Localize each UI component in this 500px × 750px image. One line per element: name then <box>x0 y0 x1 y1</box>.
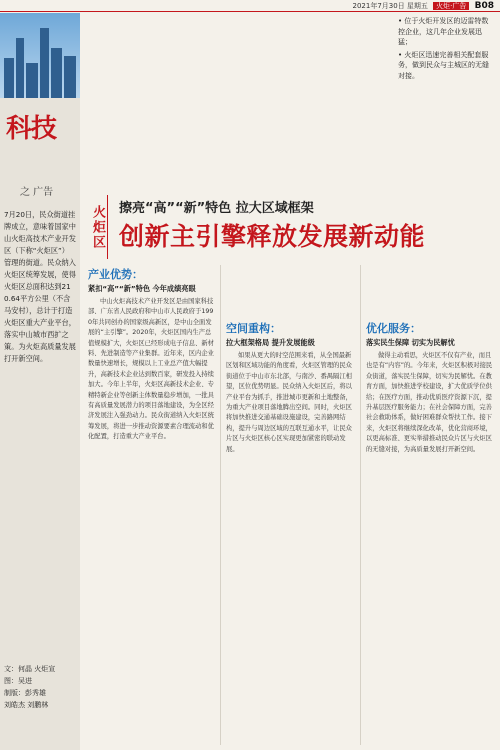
header-section: 火炬·广告 <box>433 2 469 10</box>
section-body: 做得主动看思，火炬区不仅有产业，而且也是有“内容”的。今年来，火炬区积极对接民众街道，落实民生保障，切实为民解忧。在教育方面，加快推进学校建设，扩大优质学位供给；在医疗方面，推动优质医疗资源下沉，提升基层医疗服务能力；在社会保障方面，完善社会救助体系，做好困难群众帮扶工作。接下来，火炬区将继续深化改革，优化营商环境，以更高标准、更实举措推动民众片区与火炬区的无缝对接，为高质量发展打开新空间。 <box>366 352 493 453</box>
section-body: 如果从更大的时空范围来看，从全国最新区划和区域功能的角度看，火炬区管理的民众街道位于中山市东北部，与南沙、番禺隔江相望，区位优势明显。民众纳入火炬区后，将以产业平台为抓手，推进城市更新和土地整备，为重大产业项目落地腾出空间。同时，火炬区将加快推进交通基础设施建设，完善路网结构，提升与周边区域的互联互通水平，让民众片区与火炬区核心区实现更加紧密的联动发展。 <box>226 352 352 453</box>
header-meta <box>353 1 495 11</box>
city-skyline-image <box>0 13 80 98</box>
section-subheading: 拉大框架格局 提升发展能级 <box>226 338 315 347</box>
photo-captions <box>398 16 495 83</box>
credits <box>4 663 55 711</box>
section-heading: 产业优势： <box>88 268 143 281</box>
header-divider <box>0 11 500 12</box>
credit-line: 文：何晶 火炬宣 <box>4 665 56 673</box>
headline-block <box>85 195 495 260</box>
credit-line: 刘皓杰 刘鹏林 <box>4 701 49 709</box>
headline-subtitle: 擦亮“高”“新”特色 拉大区域框架 <box>119 201 314 216</box>
credit-line: 制版：彭秀雄 <box>4 689 46 697</box>
column-divider <box>220 265 221 745</box>
brand-logo-text: 科技 <box>6 114 57 144</box>
section-heading: 优化服务： <box>366 322 421 335</box>
credit-line: 图：吴进 <box>4 677 32 685</box>
ad-tag: 之 广告 <box>20 187 54 198</box>
ad-intro-text: 7月20日，民众街道挂牌成立，意味着国家中山火炬高技术产业开发区（下称“火炬区”）管理的街道。民众纳入火炬区统筹发展，使得火炬区总面积达到210.64平方公里（不含马安村），总计于打造火炬区重大产业平台，落实中山城市西扩之策。为火炬高质量发展打开新空间。 <box>4 210 76 363</box>
page-number: B08 <box>474 1 494 11</box>
section-service <box>366 320 494 455</box>
section-subheading: 紧扣“高”“新”特色 今年成绩亮眼 <box>88 284 196 293</box>
page-header <box>0 0 500 12</box>
section-heading: 空间重构： <box>226 322 281 335</box>
vertical-label: 火炬区 <box>85 195 108 259</box>
section-industry <box>88 266 216 443</box>
section-subheading: 落实民生保障 切实为民解忧 <box>366 338 455 347</box>
column-divider <box>360 265 361 745</box>
section-space <box>226 320 356 455</box>
caption-2: • 火炬区迅速完善相关配套服务，做到民众与主城区的无缝对接。 <box>398 50 489 80</box>
caption-1: • 位于火炬开发区的迈雷特数控企业，这几年企业发展迅猛； <box>398 17 489 46</box>
section-body: 中山火炬高技术产业开发区是由国家科技部、广东省人民政府和中山市人民政府于1990年共同创办的国家级高新区，是中山全面发展的“主引擎”。2020年，火炬区国内生产总值规模扩大，火炬区已经形成电子信息、新材料、先进制造等产业集群。近年来，区内企业数量快速增长，规模以上工业总产值大幅提升，高新技术企业达到数百家，研发投入持续加大。今年上半年，火炬区高新技术企业、专精特新企业等创新主体数量稳步增加，一批具有高质量发展潜力的项目落地建设，为全区经济发展注入强劲动力。民众街道纳入火炬区统筹发展，将进一步推动资源要素合理流动和优化配置，打造重大产业平台。 <box>88 298 214 441</box>
header-date: 2021年7月30日 星期五 <box>352 2 428 10</box>
headline-title: 创新主引擎释放发展新动能 <box>119 222 426 251</box>
left-ad-column <box>0 13 80 750</box>
